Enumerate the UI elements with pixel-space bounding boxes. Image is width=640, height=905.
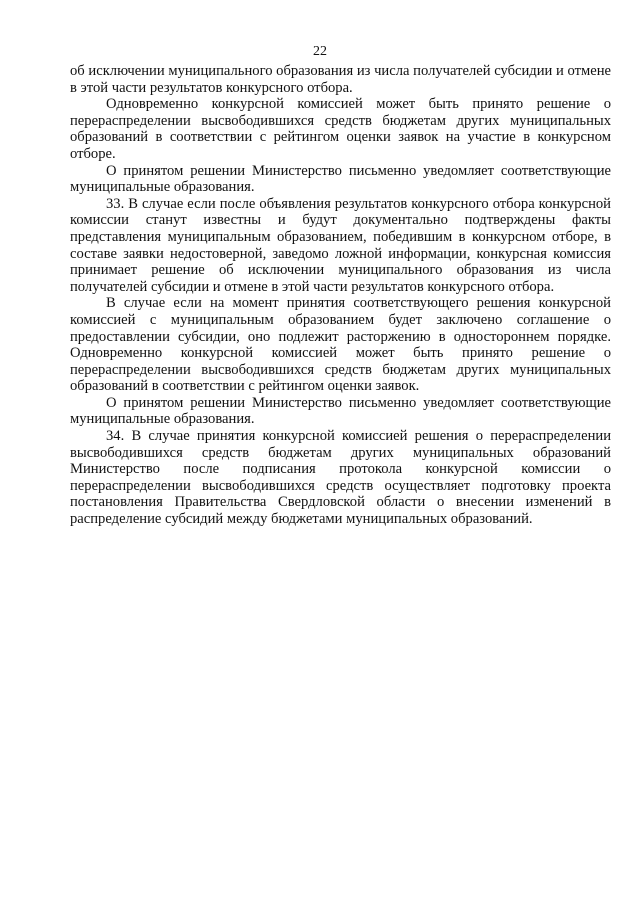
page-number: 22: [313, 44, 327, 59]
paragraph-6: О принятом решении Министерство письменно уведомляет соответствующие муниципальные образования.: [70, 394, 611, 428]
paragraph-5: В случае если на момент принятия соответствующего решения конкурсной комиссией с муниципальным образованием будет заключено соглашение о предоставлении субсидии, оно подлежит расторжению в одностороннем порядке. Одновременно конкурсной комиссией может быть принято решение о перераспределении высвободившихся средств бюджетам других муниципальных образований в соответствии с рейтингом оценки заявок.: [70, 295, 611, 395]
paragraph-3: О принятом решении Министерство письменно уведомляет соответствующие муниципальные образования.: [70, 162, 611, 196]
paragraph-7-item-34: 34. В случае принятия конкурсной комиссией решения о перераспределении высвободившихся средств бюджетам других муниципальных образований Министерство после подписания протокола конкурсной комиссии о перераспределении высвободившихся средств осуществляет подготовку проекта постановления Правительства Свердловской области о внесении изменений в распределение субсидий между бюджетами муниципальных образований.: [70, 428, 611, 528]
paragraph-4-item-33: 33. В случае если после объявления результатов конкурсного отбора конкурсной комиссии станут известны и будут документально подтверждены факты представления муниципальным образованием, победившим в конкурсном отборе, в составе заявки недостоверной, заведомо ложной информации, конкурсная комиссия принимает решение об исключении муниципального образования из числа получателей субсидии и отмене в этой части результатов конкурсного отбора.: [70, 195, 611, 295]
paragraph-2: Одновременно конкурсной комиссией может быть принято решение о перераспределении высвободившихся средств бюджетам других муниципальных образований в соответствии с рейтингом оценки заявок на участие в конкурсном отборе.: [70, 96, 611, 162]
document-body: [70, 63, 611, 528]
paragraph-1: об исключении муниципального образования из числа получателей субсидии и отмене в этой части результатов конкурсного отбора.: [70, 63, 611, 96]
